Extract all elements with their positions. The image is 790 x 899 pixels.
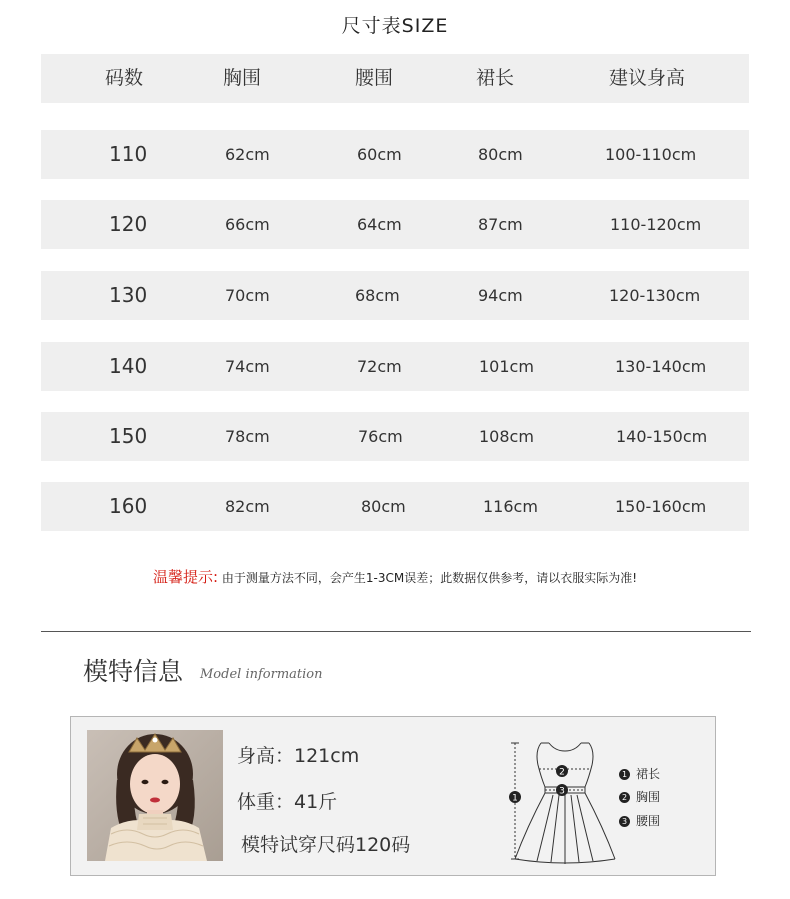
cell-chest: 62cm [225,145,270,164]
legend-number: 1 [619,769,630,780]
legend-label: 腰围 [636,814,661,828]
size-table-header [41,54,749,103]
model-weight: 体重：41斤 [237,791,338,813]
cell-height: 120-130cm [609,286,701,305]
legend-item-chest [619,788,660,805]
table-row [41,482,749,531]
legend-number: 2 [619,792,630,803]
notice [0,566,790,587]
header-size: 码数 [105,67,144,89]
cell-height: 110-120cm [610,215,702,234]
header-chest: 胸围 [223,67,262,89]
cell-waist: 64cm [357,215,402,234]
cell-size: 130 [109,283,148,307]
divider [41,631,751,632]
cell-waist: 76cm [358,427,403,446]
cell-height: 130-140cm [615,357,707,376]
legend-label: 裙长 [636,767,661,781]
legend-item-length [619,765,660,782]
cell-size: 140 [109,354,148,378]
model-photo [87,730,223,861]
cell-waist: 72cm [357,357,402,376]
legend-number: 3 [619,816,630,827]
table-row [41,342,749,391]
cell-size: 120 [109,212,148,236]
cell-chest: 74cm [225,357,270,376]
cell-chest: 70cm [225,286,270,305]
legend-item-waist [619,812,660,829]
cell-size: 150 [109,424,148,448]
svg-text:2: 2 [559,767,565,778]
cell-size: 160 [109,494,148,518]
header-height: 建议身高 [609,67,686,89]
cell-height: 100-110cm [605,145,697,164]
table-row [41,200,749,249]
cell-length: 94cm [478,286,523,305]
model-size-tried: 模特试穿尺码120码 [241,834,411,856]
cell-waist: 60cm [357,145,402,164]
header-waist: 腰围 [355,67,394,89]
cell-length: 87cm [478,215,523,234]
page-title: 尺寸表SIZE [341,15,449,37]
model-info-box [70,716,716,876]
model-section-subtitle: Model information [200,667,323,682]
cell-chest: 66cm [225,215,270,234]
cell-length: 108cm [479,427,534,446]
table-row [41,412,749,461]
cell-height: 150-160cm [615,497,707,516]
cell-length: 101cm [479,357,534,376]
legend-label: 胸围 [636,790,661,804]
cell-length: 80cm [478,145,523,164]
table-row [41,271,749,320]
cell-waist: 80cm [361,497,406,516]
dress-diagram-icon [505,737,625,867]
cell-size: 110 [109,142,148,166]
cell-chest: 82cm [225,497,270,516]
svg-text:3: 3 [559,786,565,797]
svg-text:1: 1 [512,793,518,804]
table-row [41,130,749,179]
cell-length: 116cm [483,497,538,516]
cell-height: 140-150cm [616,427,708,446]
model-section-title: 模特信息 [83,657,184,686]
cell-waist: 68cm [355,286,400,305]
cell-chest: 78cm [225,427,270,446]
notice-text: 由于测量方法不同，会产生1-3CM误差；此数据仅供参考，请以衣服实际为准! [221,571,638,585]
header-length: 裙长 [476,67,515,89]
model-height: 身高：121cm [237,745,360,767]
notice-lead: 温馨提示: [152,568,219,586]
